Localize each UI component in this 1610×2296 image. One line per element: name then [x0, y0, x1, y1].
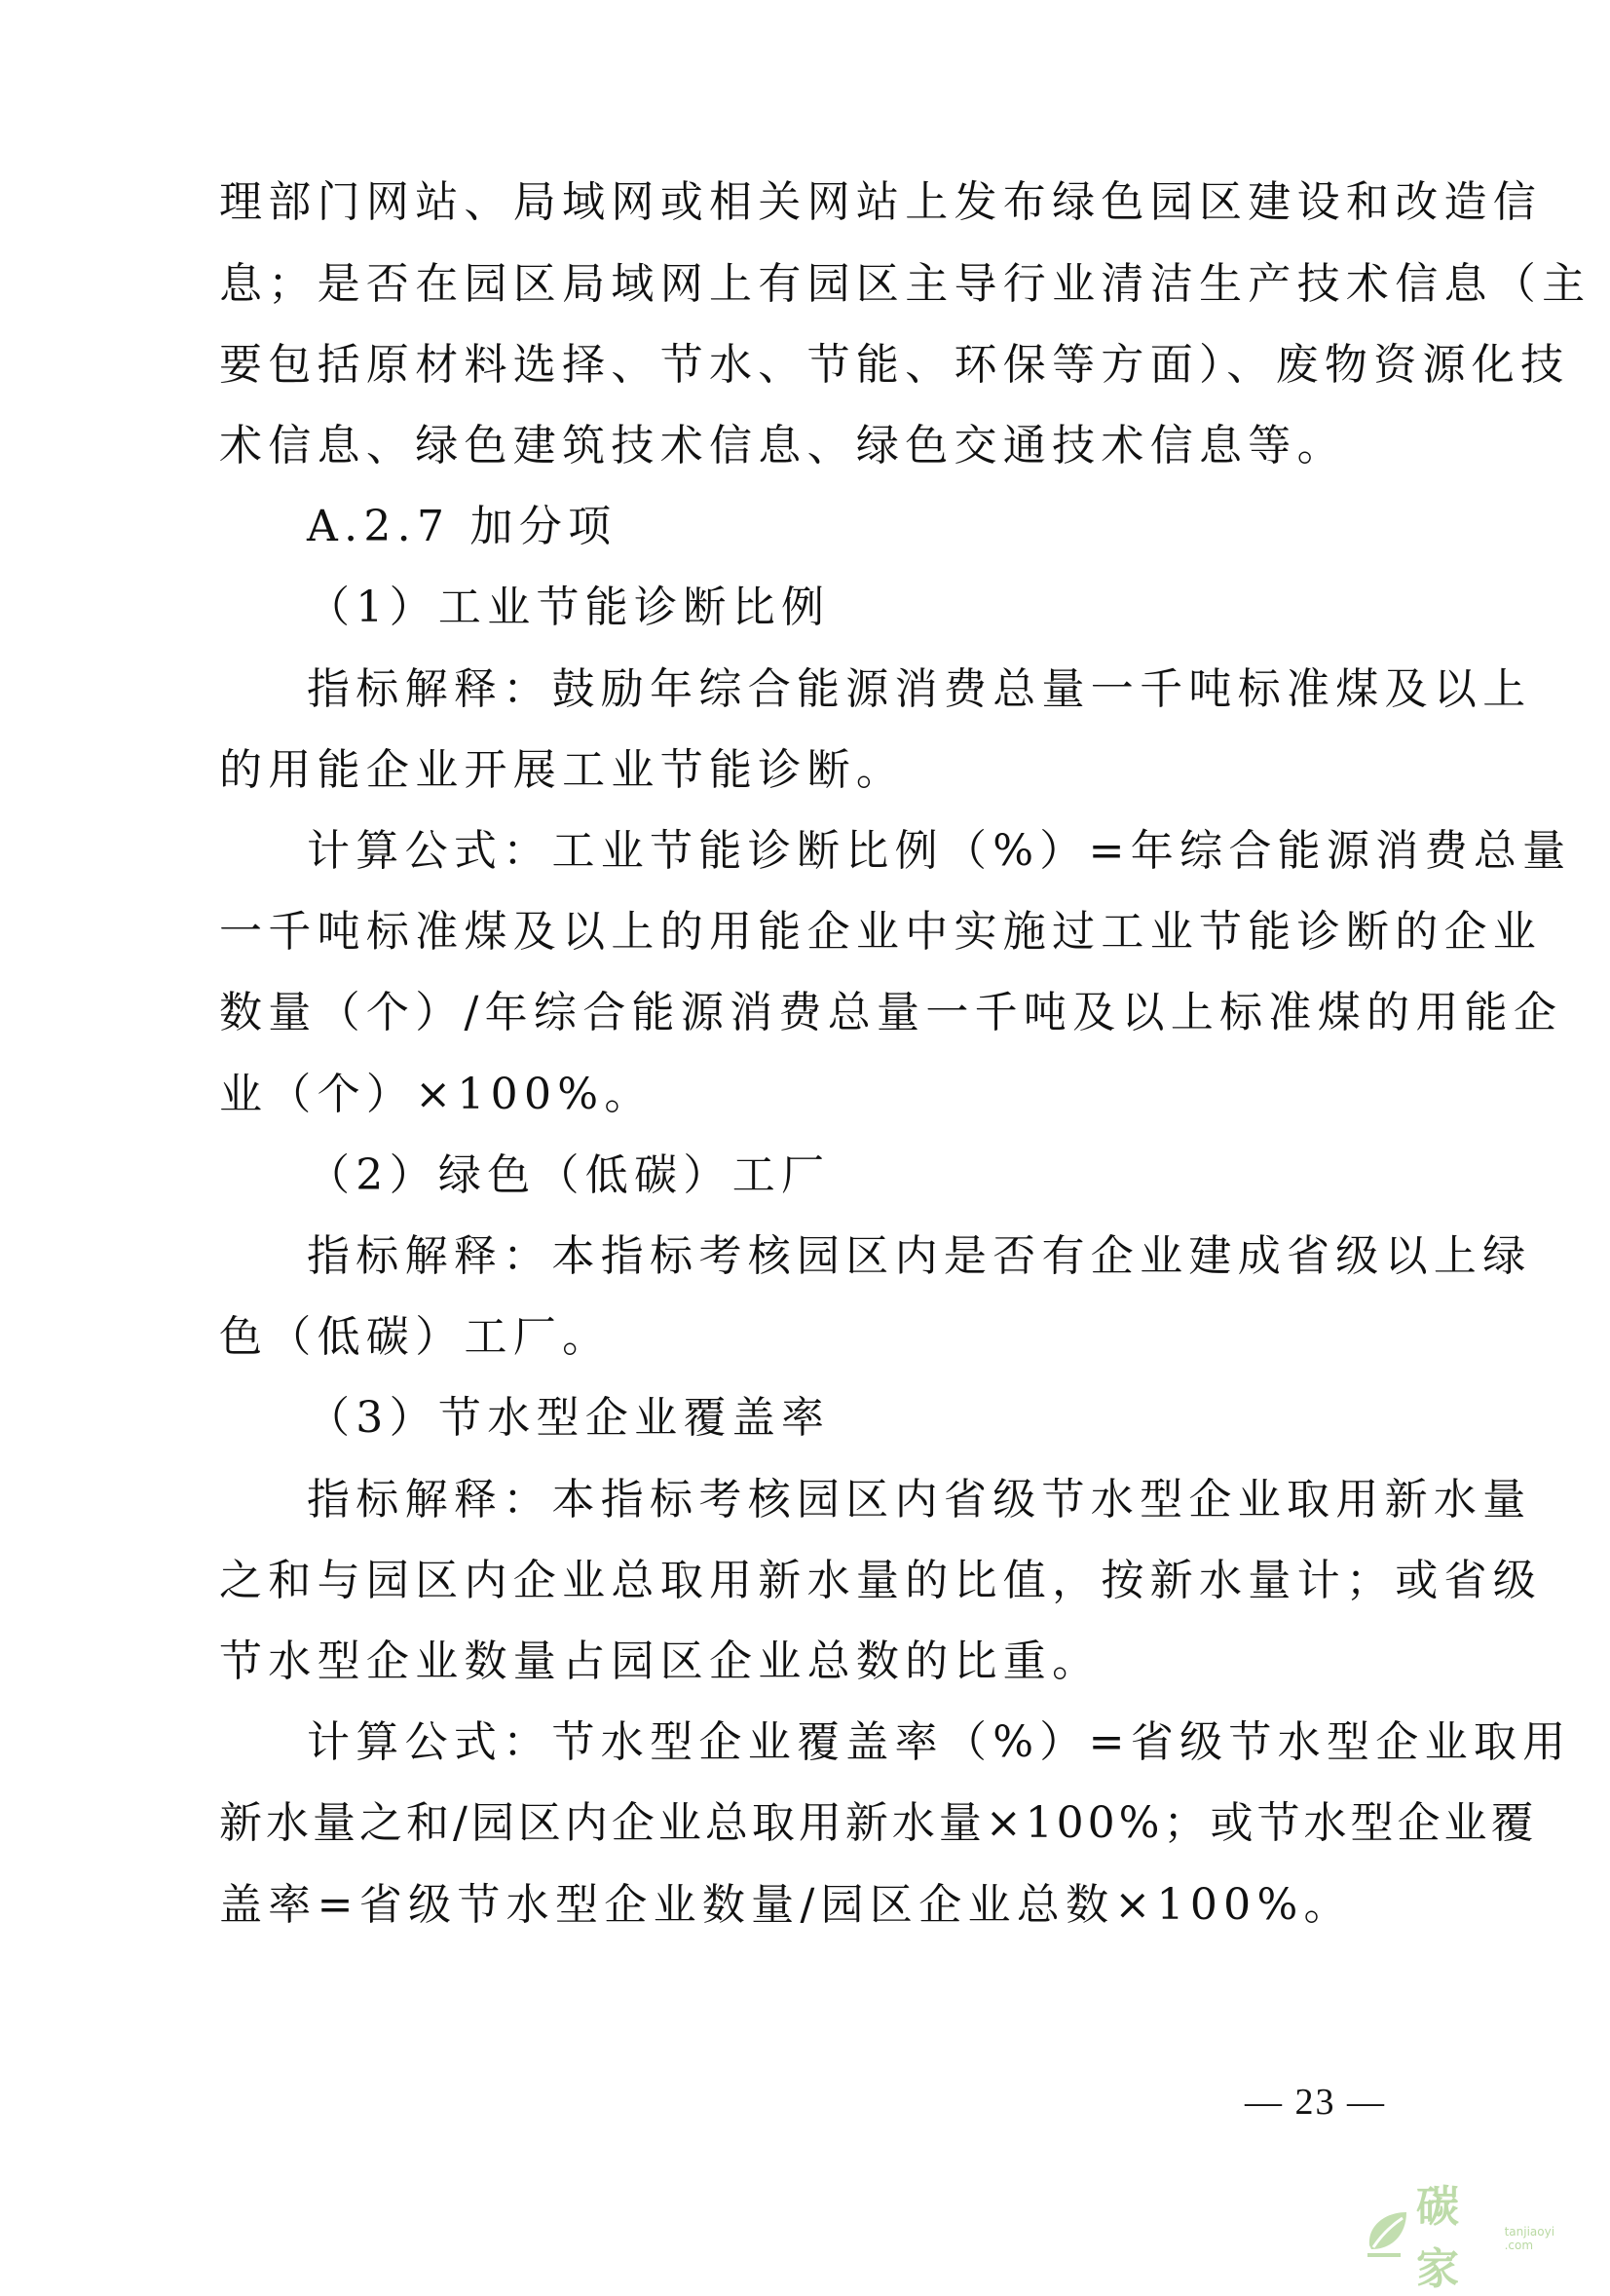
section-heading: A.2.7 加分项	[307, 502, 618, 551]
text-line: 之和与园区内企业总取用新水量的比值，按新水量计；或省级	[219, 1556, 1543, 1605]
item-heading: （1）工业节能诊断比例	[307, 583, 831, 632]
text-line: 理部门网站、局域网或相关网站上发布绿色园区建设和改造信	[219, 177, 1543, 227]
text-line: 业（个）×100%。	[219, 1070, 654, 1119]
text-line: 一千吨标准煤及以上的用能企业中实施过工业节能诊断的企业	[219, 907, 1543, 957]
watermark-subtext: tanjiaoyi .com	[1504, 2225, 1555, 2252]
watermark	[1362, 2182, 1586, 2294]
text-line: 计算公式：节水型企业覆盖率（%）=省级节水型企业取用	[307, 1717, 1572, 1767]
text-line: 数量（个）/年综合能源消费总量一千吨及以上标准煤的用能企	[219, 988, 1563, 1037]
text-line: 节水型企业数量占园区企业总数的比重。	[219, 1637, 1102, 1686]
text-line: 要包括原材料选择、节水、节能、环保等方面）、废物资源化技	[219, 340, 1570, 390]
text-line: 盖率=省级节水型企业数量/园区企业总数×100%。	[219, 1880, 1353, 1930]
text-line: 新水量之和/园区内企业总取用新水量×100%；或节水型企业覆	[219, 1798, 1538, 1848]
text-line: 的用能企业开展工业节能诊断。	[219, 745, 906, 795]
page-number: — 23 —	[1245, 2082, 1386, 2123]
text-line: 色（低碳）工厂。	[219, 1312, 612, 1362]
item-heading: （3）节水型企业覆盖率	[307, 1393, 831, 1443]
item-heading: （2）绿色（低碳）工厂	[307, 1150, 831, 1200]
text-line: 指标解释：本指标考核园区内是否有企业建成省级以上绿	[307, 1231, 1532, 1281]
text-line: 指标解释：鼓励年综合能源消费总量一千吨标准煤及以上	[307, 664, 1532, 714]
leaf-logo-icon	[1362, 2206, 1412, 2261]
text-line: 术信息、绿色建筑技术信息、绿色交通技术信息等。	[219, 421, 1346, 470]
text-line: 指标解释：本指标考核园区内省级节水型企业取用新水量	[307, 1475, 1532, 1524]
text-line: 息；是否在园区局域网上有园区主导行业清洁生产技术信息（主	[219, 259, 1591, 309]
text-line: 计算公式：工业节能诊断比例（%）=年综合能源消费总量	[307, 826, 1572, 876]
watermark-text: 碳家	[1416, 2182, 1460, 2294]
